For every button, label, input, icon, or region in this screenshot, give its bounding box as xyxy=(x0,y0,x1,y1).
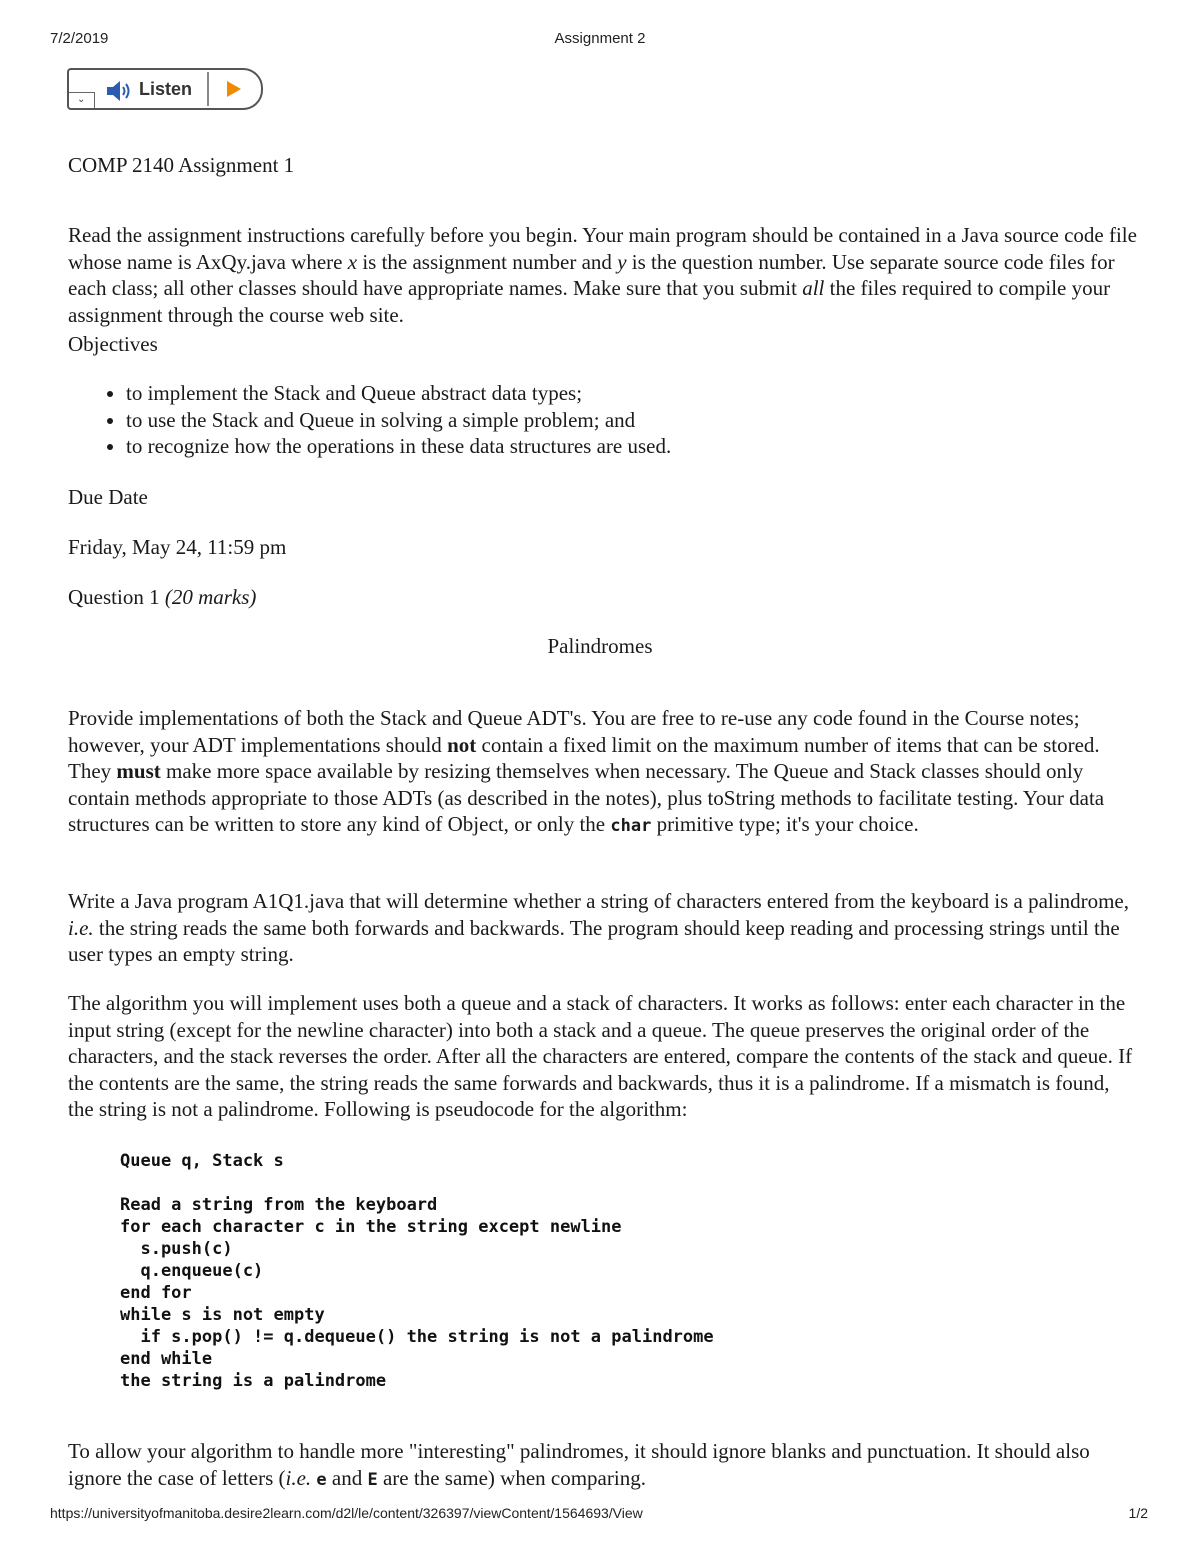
listen-divider xyxy=(207,72,209,106)
pseudocode-block: Queue q, Stack s Read a string from the keyboard for each character c in the string except newline s.push(c) q.enqueue(c) end for while s is not empty if s.pop() != q.dequeue() the string is not a palindrome end while the string is a palindrome xyxy=(120,1151,714,1391)
document-title: COMP 2140 Assignment 1 xyxy=(68,153,295,177)
due-date: Friday, May 24, 11:59 pm xyxy=(68,535,287,559)
listen-button[interactable] xyxy=(67,68,263,110)
print-url: https://universityofmanitoba.desire2learn.com/d2l/le/content/326397/viewContent/1564693/View xyxy=(50,1505,643,1521)
page-number: 1/2 xyxy=(1128,1505,1148,1521)
algorithm-paragraph: The algorithm you will implement uses both a queue and a stack of characters. It works as follows: enter each character in the input string (except for the newline character) into both a stack and a queue. The queue preserves the original order of the characters, and the stack reverses the order. After all the characters are entered, compare the contents of the stack and queue. If the contents are the same, the string reads the same forwards and backwards, thus it is a palindrome. If a mismatch is found, the string is not a palindrome. Following is pseudocode for the algorithm: xyxy=(68,991,1133,1121)
print-title: Assignment 2 xyxy=(554,30,646,47)
print-date: 7/2/2019 xyxy=(50,30,109,47)
program-paragraph: Write a Java program A1Q1.java that will determine whether a string of characters entered from the keyboard is a palindrome, i.e. the string reads the same both forwards and backwards. The program should keep reading and processing strings until the user types an empty string. xyxy=(68,889,1130,966)
play-icon[interactable] xyxy=(227,81,241,97)
objectives-list xyxy=(100,380,1126,460)
chevron-down-icon: ⌄ xyxy=(77,94,86,105)
intro-paragraph: Read the assignment instructions carefully before you begin. Your main program should be contained in a Java source code file whose name is AxQy.java where x is the assignment number and y is the question number. Use separate source code files for each class; all other classes should have appropriate names. Make sure that you submit all the files required to compile your assignment through the course web site. xyxy=(68,223,1137,327)
objectives-heading: Objectives xyxy=(68,332,158,356)
speaker-icon xyxy=(105,80,135,102)
section-title: Palindromes xyxy=(547,634,653,658)
list-item: • to use the Stack and Queue in solving a simple problem; and xyxy=(126,407,1126,434)
due-date-heading: Due Date xyxy=(68,485,148,509)
listen-options-dropdown[interactable] xyxy=(69,92,95,108)
listen-label: Listen xyxy=(139,79,193,99)
ignore-paragraph: To allow your algorithm to handle more "interesting" palindromes, it should ignore blanks and punctuation. It should also ignore the case of letters (i.e. e and E are the same) when comparing. xyxy=(68,1439,1090,1490)
question-heading: Question 1 (20 marks) xyxy=(68,585,257,609)
list-item: • to implement the Stack and Queue abstract data types; xyxy=(126,380,1126,407)
list-item: • to recognize how the operations in these data structures are used. xyxy=(126,433,1126,460)
implementation-paragraph: Provide implementations of both the Stack and Queue ADT's. You are free to re-use any code found in the Course notes; however, your ADT implementations should not contain a fixed limit on the maximum number of items that can be stored. They must make more space available by resizing themselves when necessary. The Queue and Stack classes should only contain methods appropriate to those ADTs (as described in the notes), plus toString methods to facilitate testing. Your data structures can be written to store any kind of Object, or only the char primitive type; it's your choice. xyxy=(68,706,1105,836)
